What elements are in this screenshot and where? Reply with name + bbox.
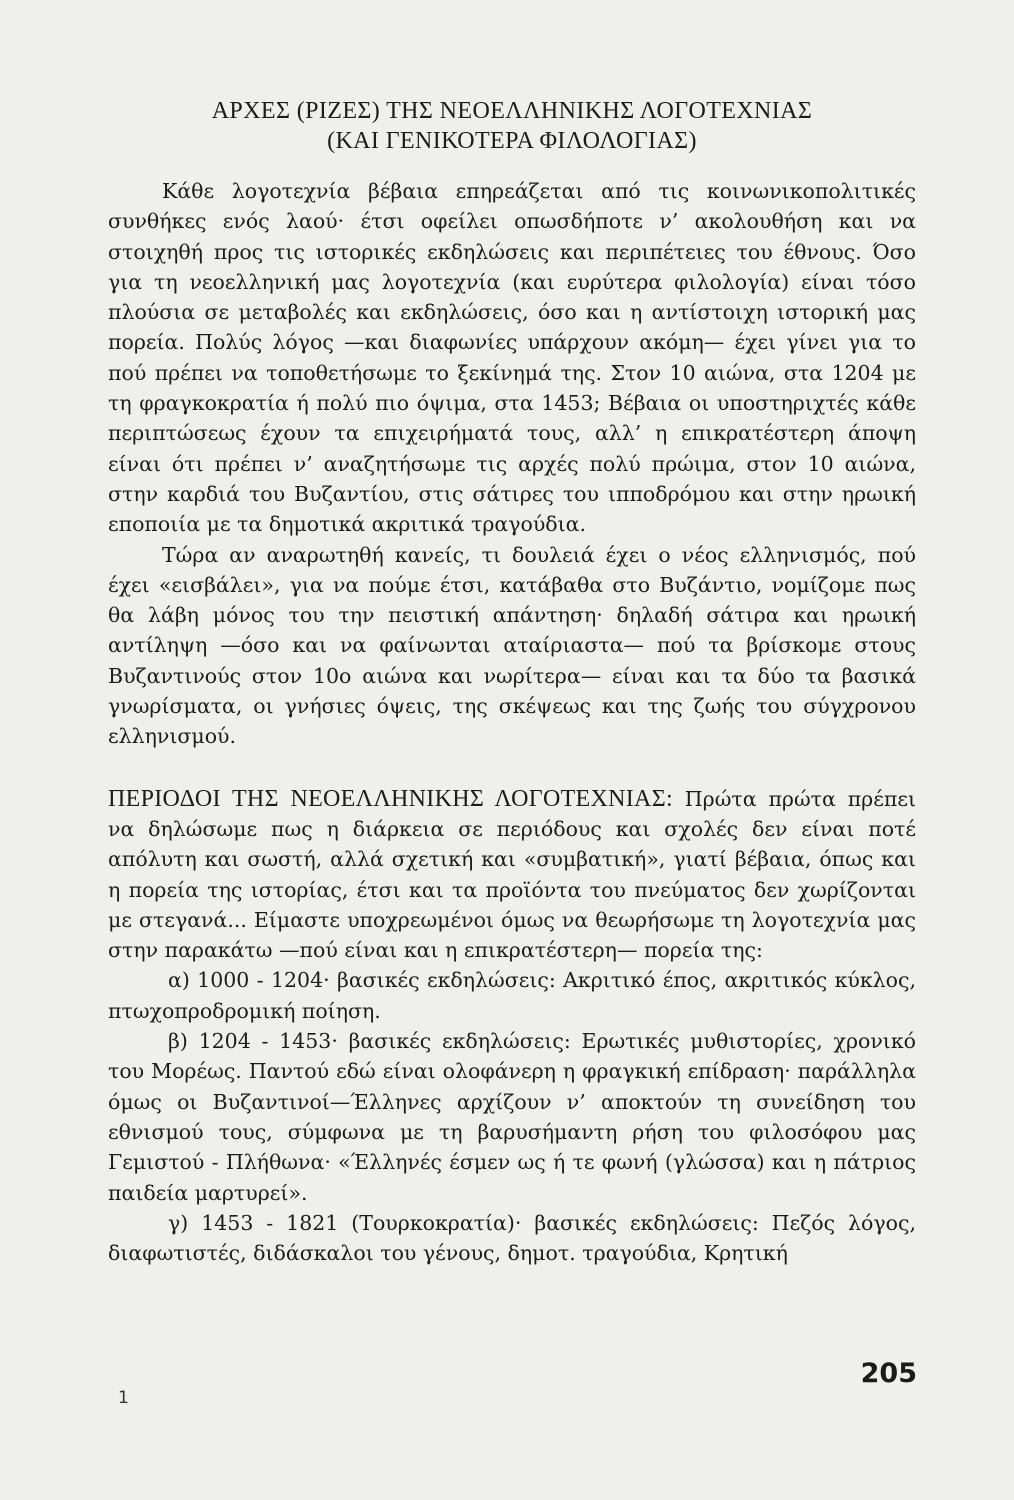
- periods-section: [108, 784, 916, 966]
- period-item-c: γ) 1453 - 1821 (Τουρκοκρατία)· βασικές εκδηλώσεις: Πεζός λόγος, διαφωτιστές, διδάσκαλοι του γένους, δημοτ. τραγούδια, Κρητική: [108, 1210, 916, 1266]
- section-heading: ΠΕΡΙΟΔΟΙ ΤΗΣ ΝΕΟΕΛΛΗΝΙΚΗΣ ΛΟΓΟΤΕΧΝΙΑΣ:: [108, 785, 673, 812]
- paragraph-1: Κάθε λογοτεχνία βέβαια επηρεάζεται από τις κοινωνικοπολιτικές συνθήκες ενός λαού· έτσι οφείλει οπωσδήποτε ν’ ακολουθήση και να στοιχηθή προς τις ιστορικές εκδηλώσεις και περιπέτειες του έθνους. Όσο για τη νεοελληνική μας λογοτεχνία (και ευρύτερα φιλολογία) είναι τόσο πλούσια σε μεταβολές και εκδηλώσεις, όσο και η αντίστοιχη ιστορική μας πορεία. Πολύς λόγος —και διαφωνίες υπάρχουν ακόμη— έχει γίνει για το πού πρέπει να τοποθετήσωμε το ξεκίνημά της. Στον 10 αιώνα, στα 1204 με τη φραγκοκρατία ή πολύ πιο όψιμα, στα 1453; Βέβαια οι υποστηριχτές κάθε περιπτώσεως έχουν τα επιχειρήματά τους, αλλ’ η επικρατέστερη άποψη είναι ότι πρέπει ν’ αναζητήσωμε τις αρχές πολύ πρώιμα, στον 10 αιώνα, στην καρδιά του Βυζαντίου, στις σάτιρες του ιπποδρόμου και στην ηρωική εποποιία με τα δημοτικά ακριτικά τραγούδια.: [108, 179, 916, 537]
- section-intro-text: Πρώτα πρώτα πρέπει να δηλώσωμε πως η διάρκεια σε περιόδους και σχολές δεν είναι ποτέ απόλυτη και σωστή, αλλά σχετική και «συμβατική», γιατί βέβαια, όπως και η πορεία της ιστορίας, έτσι και τα προϊόντα του πνεύματος δεν χωρίζονται με στεγανά... Είμαστε υποχρεωμένοι όμως να θεωρήσωμε τη λογοτεχνία μας στην παρακάτω —πού είναι και η επικρατέστερη— πορεία της:: [108, 786, 916, 963]
- page-content: [108, 96, 916, 1268]
- period-item-b: β) 1204 - 1453· βασικές εκδηλώσεις: Ερωτικές μυθιστορίες, χρονικό του Μορέως. Παντού εδώ είναι ολοφάνερη η φραγκική επίδραση· παράλληλα όμως οι Βυζαντινοί—Έλληνες αρχίζουν ν’ αποκτούν τη συνείδηση του εθνισμού τους, σύμφωνα με τη βαρυσήμαντη ρήση του φιλοσόφου μας Γεμιστού - Πλήθωνα· «Έλληνές έσμεν ως ή τε φωνή (γλώσσα) και η πάτριος παιδεία μαρτυρεί».: [108, 1029, 916, 1205]
- period-item-a: α) 1000 - 1204· βασικές εκδηλώσεις: Ακριτικό έπος, ακριτικός κύκλος, πτωχοπροδρομική ποίηση.: [108, 968, 916, 1023]
- paragraph-2: Τώρα αν αναρωτηθή κανείς, τι δουλειά έχει ο νέος ελληνισμός, πού έχει «εισβάλει», για να πούμε έτσι, κατάβαθα στο Βυζάντιο, νομίζομε πως θα λάβη μόνος του την πειστική απάντηση· δηλαδή σάτιρα και ηρωική αντίληψη —όσο και να φαίνωνται αταίριαστα— πού τα βρίσκομε στους Βυζαντινούς στον 10ο αιώνα και νωρίτερα— είναι και τα δύο τα βασικά γνωρίσματα, οι γνήσιες όψεις, της σκέψεως και της ζωής του σύγχρονου ελληνισμού.: [108, 542, 916, 749]
- margin-mark: 1: [118, 1388, 129, 1408]
- chapter-title-line-1: ΑΡΧΕΣ (ΡΙΖΕΣ) ΤΗΣ ΝΕΟΕΛΛΗΝΙΚΗΣ ΛΟΓΟΤΕΧΝΙΑΣ: [211, 98, 813, 124]
- chapter-title-line-2: (ΚΑΙ ΓΕΝΙΚΟΤΕΡΑ ΦΙΛΟΛΟΓΙΑΣ): [327, 128, 697, 154]
- page-number: 205: [860, 1358, 917, 1389]
